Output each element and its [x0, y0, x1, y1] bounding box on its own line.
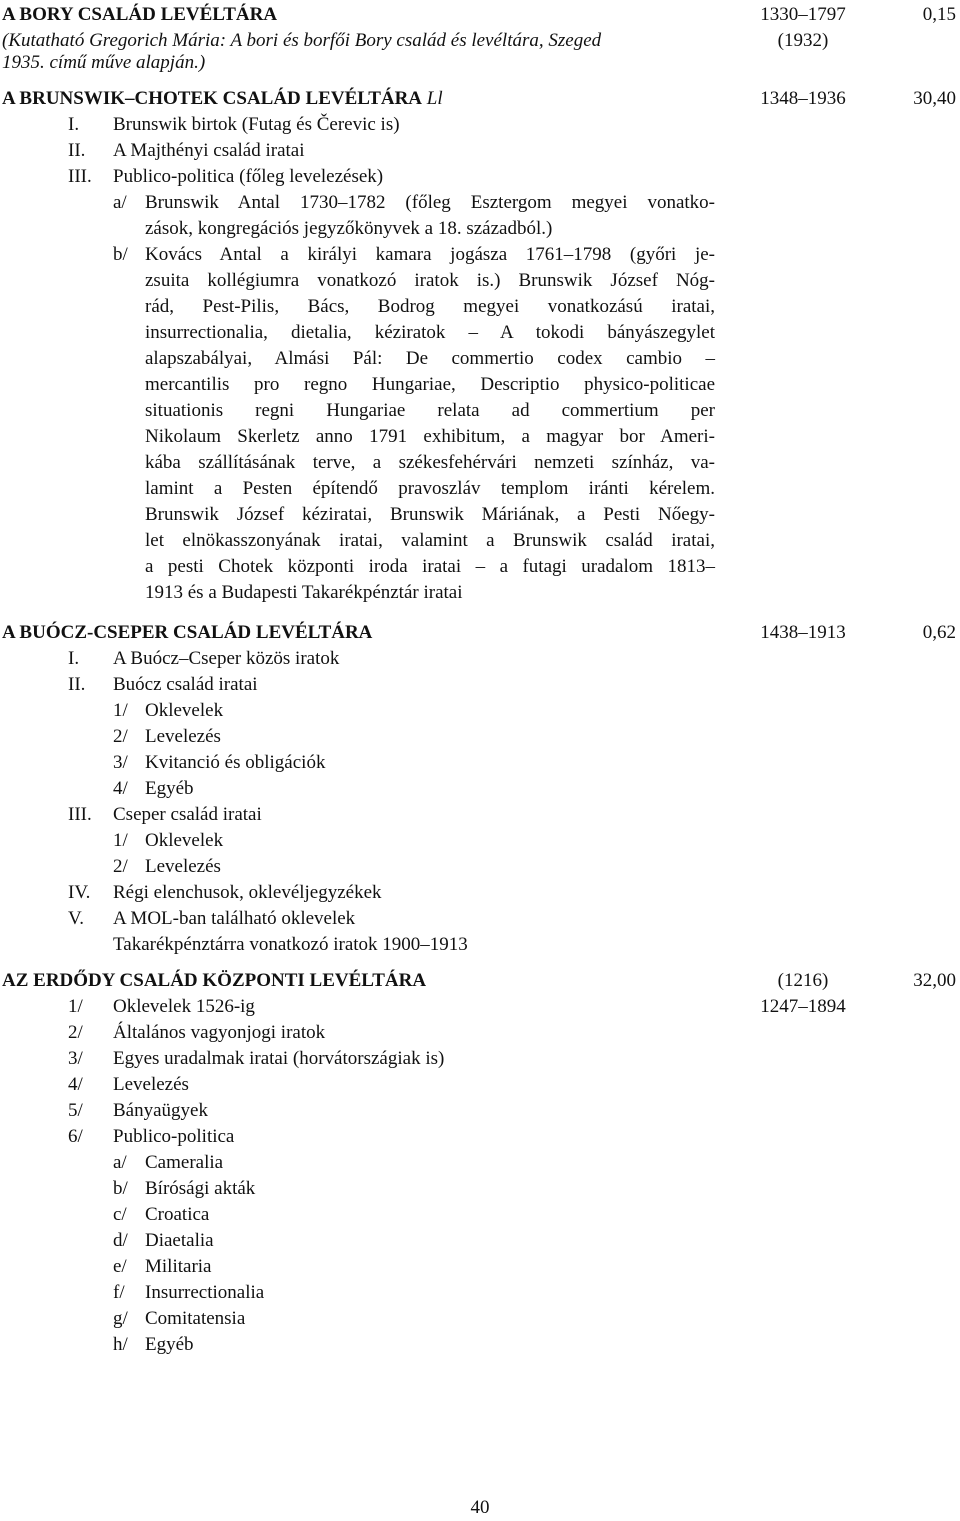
section-title-brunswik [2, 86, 443, 112]
extent-erdody: 32,00 [913, 970, 956, 991]
sub-item: Cameralia [145, 1152, 224, 1173]
list-item: Bányaügyek [113, 1100, 208, 1121]
list-item: Brunswik birtok (Futag és Čerevic is) [113, 114, 400, 135]
sub-item-marker: 2/ [113, 856, 128, 877]
sub-item-marker: g/ [113, 1308, 128, 1329]
list-item: Publico-politica (főleg levelezések) [113, 166, 384, 187]
paragraph-line: zások, kongregációs jegyzőkönyvek a 18. századból.) [145, 218, 553, 239]
sub-item-marker: h/ [113, 1334, 128, 1355]
extent-brunswik: 30,40 [913, 88, 956, 109]
list-item: A Buócz–Cseper közös iratok [113, 648, 340, 669]
page-number: 40 [470, 1497, 490, 1518]
sub-item-marker: d/ [113, 1230, 128, 1251]
sub-item: Croatica [145, 1204, 210, 1225]
list-item-marker: 4/ [68, 1074, 83, 1095]
sub-item-marker: 2/ [113, 726, 128, 747]
roman-numeral: IV. [68, 882, 91, 903]
section-note-bory-line2: 1935. című műve alapján.) [2, 52, 206, 73]
list-item: Régi elenchusok, oklevéljegyzékek [113, 882, 382, 903]
section-note-bory-line1: (Kutatható Gregorich Mária: A bori és borfői Bory család és levéltára, Szeged [2, 30, 602, 51]
list-item: A Majthényi család iratai [113, 140, 305, 161]
sub-item: Militaria [145, 1256, 212, 1277]
roman-numeral: II. [68, 140, 86, 161]
roman-numeral: I. [68, 114, 80, 135]
sub-item: Bírósági akták [145, 1178, 256, 1199]
paragraph-line: kába szállításának terve, a székesfehérvári nemzeti színház, va- [145, 452, 715, 473]
sub-item: Diaetalia [145, 1230, 214, 1251]
section-title-brunswik-text: A BRUNSWIK–CHOTEK CSALÁD LEVÉLTÁRA [2, 88, 423, 109]
sub-item-marker: 3/ [113, 752, 128, 773]
paragraph-line: alapszabályai, Almási Pál: De commertio codex cambio – [145, 348, 715, 369]
list-item: Egyes uradalmak iratai (horvátországiak is) [113, 1048, 445, 1069]
sub-item-marker: a/ [113, 192, 127, 213]
paragraph-line: lamint a Pesten építendő pravoszláv templom iránti kérelem. [145, 478, 715, 499]
sub-item-marker: c/ [113, 1204, 127, 1225]
section-title-brunswik-suffix: Ll [422, 88, 443, 109]
paragraph-line: situationis regni Hungariae relata ad commertium per [145, 400, 715, 421]
sub-item-marker: b/ [113, 1178, 128, 1199]
paragraph-line: zsuita kollégiumra vonatkozó iratok is.) Brunswik József Nóg- [145, 270, 715, 291]
roman-numeral: III. [68, 166, 92, 187]
roman-numeral: I. [68, 648, 80, 669]
sub-item: Levelezés [145, 856, 221, 877]
list-item: Publico-politica [113, 1126, 235, 1147]
date-range-bory: 1330–1797 [760, 4, 846, 25]
sub-item: Oklevelek [145, 830, 224, 851]
paragraph-line: mercantilis pro regno Hungariae, Descriptio physico-politicae [145, 374, 715, 395]
section-title-buocz: A BUÓCZ-CSEPER CSALÁD LEVÉLTÁRA [2, 622, 373, 643]
paragraph-line: let elnökasszonyának iratai, valamint a Brunswik család iratai, [145, 530, 715, 551]
paragraph-line: insurrectionalia, dietalia, kéziratok – A tokodi bányászegylet [145, 322, 715, 343]
paragraph-line: Brunswik Antal 1730–1782 (főleg Esztergom megyei vonatko- [145, 192, 715, 213]
list-item: Oklevelek 1526-ig [113, 996, 255, 1017]
list-item-marker: 6/ [68, 1126, 83, 1147]
list-item: Általános vagyonjogi iratok [113, 1022, 326, 1043]
sub-item: Oklevelek [145, 700, 224, 721]
sub-item: Insurrectionalia [145, 1282, 265, 1303]
paragraph-line: rád, Pest-Pilis, Bács, Bodrog megyei vonatkozású iratai, [145, 296, 715, 317]
roman-numeral: V. [68, 908, 85, 929]
sub-item: Kvitanció és obligációk [145, 752, 326, 773]
list-item: Buócz család iratai [113, 674, 258, 695]
date-range-erdody-secondary: 1247–1894 [760, 996, 846, 1017]
date-range-bory-secondary: (1932) [777, 30, 829, 51]
paragraph-line: 1913 és a Budapesti Takarékpénztár iratai [145, 582, 463, 603]
list-item: A MOL-ban található oklevelek [113, 908, 356, 929]
sub-item-marker: b/ [113, 244, 128, 265]
sub-item-marker: 1/ [113, 830, 128, 851]
list-item: Levelezés [113, 1074, 189, 1095]
list-item-marker: 5/ [68, 1100, 83, 1121]
paragraph-line: Nikolaum Skerletz anno 1791 exhibitum, a magyar bor Ameri- [145, 426, 715, 447]
paragraph-line: a pesti Chotek központi iroda iratai – a futagi uradalom 1813– [145, 556, 715, 577]
list-item-marker: 1/ [68, 996, 83, 1017]
paragraph-line: Kovács Antal a királyi kamara jogásza 1761–1798 (győri je- [145, 244, 715, 265]
roman-numeral: II. [68, 674, 86, 695]
sub-item-marker: 4/ [113, 778, 128, 799]
extent-buocz: 0,62 [922, 622, 956, 643]
date-range-buocz: 1438–1913 [760, 622, 846, 643]
date-range-erdody: (1216) [777, 970, 829, 991]
paragraph-line: Brunswik József kéziratai, Brunswik Máriának, a Pesti Nőegy- [145, 504, 715, 525]
list-item-marker: 3/ [68, 1048, 83, 1069]
sub-item-marker: e/ [113, 1256, 127, 1277]
sub-item-marker: f/ [113, 1282, 125, 1303]
sub-item: Egyéb [145, 1334, 194, 1355]
date-range-brunswik: 1348–1936 [760, 88, 846, 109]
list-item: Cseper család iratai [113, 804, 262, 825]
sub-item: Egyéb [145, 778, 194, 799]
section-title-erdody: AZ ERDŐDY CSALÁD KÖZPONTI LEVÉLTÁRA [2, 970, 427, 991]
roman-numeral: III. [68, 804, 92, 825]
sub-item-marker: a/ [113, 1152, 127, 1173]
sub-item-marker: 1/ [113, 700, 128, 721]
sub-item: Comitatensia [145, 1308, 246, 1329]
sub-item: Levelezés [145, 726, 221, 747]
list-item-marker: 2/ [68, 1022, 83, 1043]
list-item-continuation: Takarékpénztárra vonatkozó iratok 1900–1913 [113, 934, 468, 955]
section-title-bory: A BORY CSALÁD LEVÉLTÁRA [2, 4, 278, 25]
extent-bory: 0,15 [922, 4, 956, 25]
